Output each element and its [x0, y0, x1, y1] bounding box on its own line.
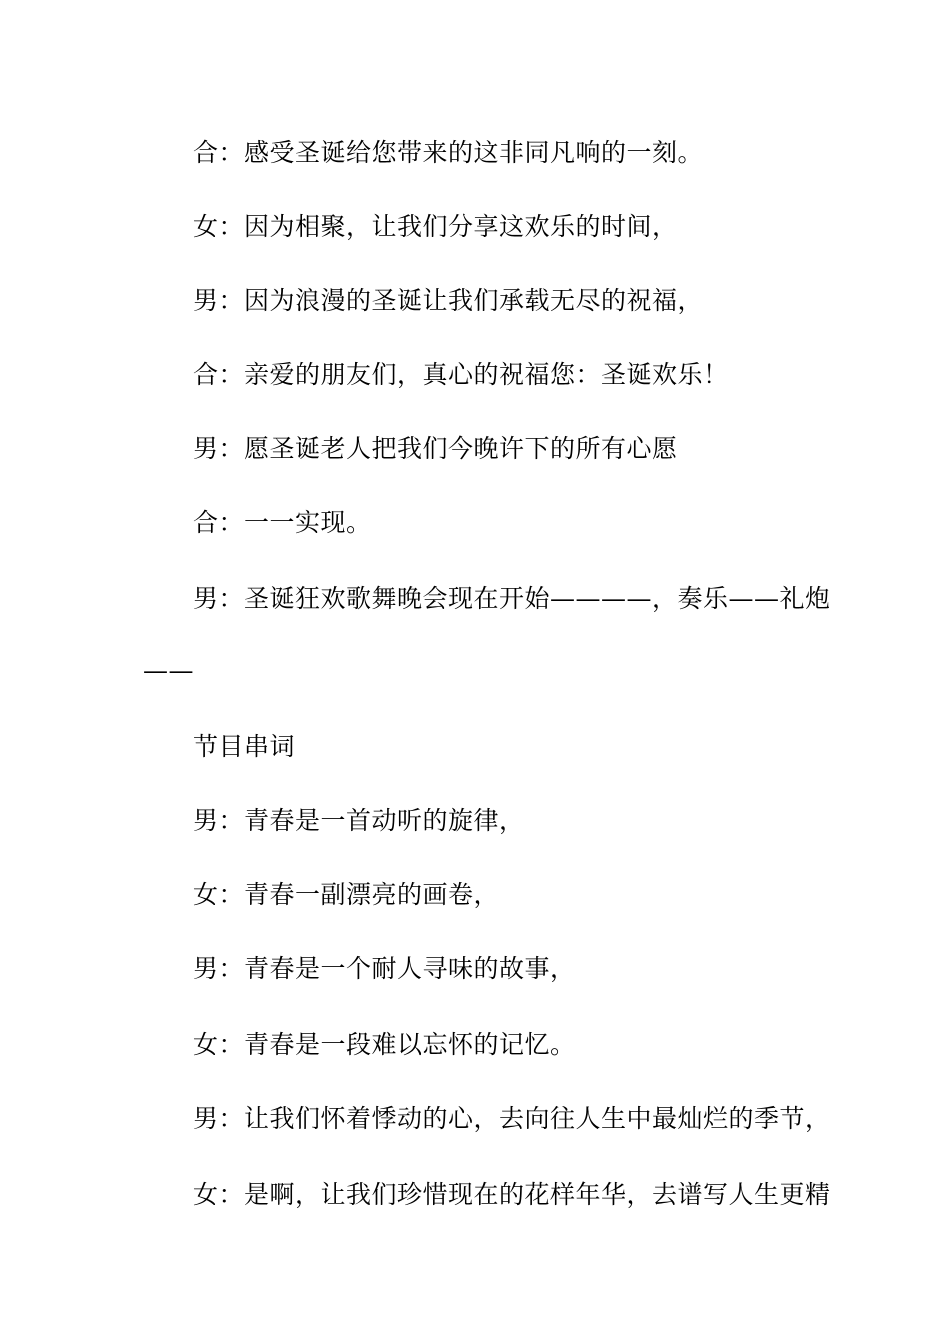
paragraph-line: 男：青春是一首动听的旋律， [193, 806, 525, 835]
paragraph-line: 女：青春一副漂亮的画卷， [193, 880, 500, 909]
section-heading: 节目串词 [193, 732, 296, 761]
paragraph-line: 男：让我们怀着悸动的心，去向往人生中最灿烂的季节， [193, 1104, 831, 1133]
paragraph-line: 男：青春是一个耐人寻味的故事， [193, 954, 576, 983]
paragraph-line: 女：因为相聚，让我们分享这欢乐的时间， [193, 212, 678, 241]
paragraph-line: 合：亲爱的朋友们，真心的祝福您：圣诞欢乐！ [193, 360, 729, 389]
paragraph-line: 男：愿圣诞老人把我们今晚许下的所有心愿 [193, 434, 678, 463]
paragraph-line: 女：青春是一段难以忘怀的记忆。 [193, 1030, 576, 1059]
paragraph-line: 男：圣诞狂欢歌舞晚会现在开始————，奏乐——礼炮 [193, 584, 831, 613]
paragraph-line: 合：一一实现。 [193, 508, 372, 537]
paragraph-line: 女：是啊，让我们珍惜现在的花样年华，去谱写人生更精 [193, 1180, 831, 1209]
paragraph-line-continuation: —— [143, 656, 194, 685]
paragraph-line: 合：感受圣诞给您带来的这非同凡响的一刻。 [193, 138, 704, 167]
paragraph-line: 男：因为浪漫的圣诞让我们承载无尽的祝福， [193, 286, 704, 315]
